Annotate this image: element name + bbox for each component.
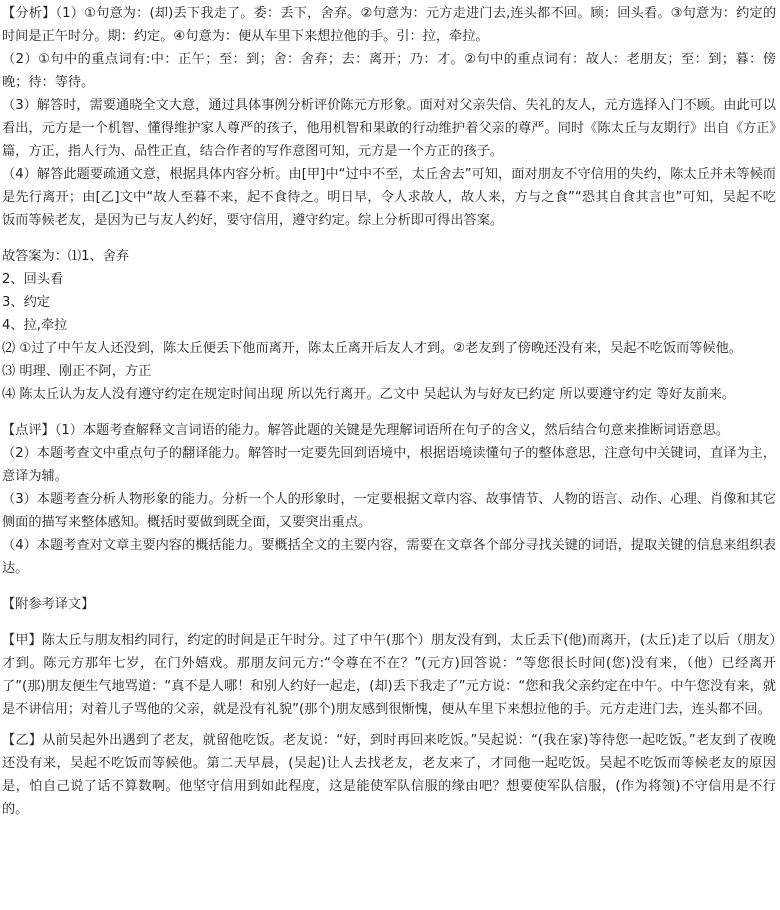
answer-line-6: ⑶ 明理、刚正不阿，方正 [2, 364, 152, 379]
spacer [2, 721, 776, 729]
spacer [2, 406, 776, 419]
spacer [2, 580, 776, 593]
spacer [2, 616, 776, 629]
review-part-1: 【点评】（1）本题考查解释文言词语的能力。解答此题的关键是先理解词语所在句子的含义，然后结合句意来推断词语意思。 [2, 423, 730, 438]
analysis-part-1: 【分析】（1）①句意为：(却)丢下我走了。委：丢下，舍弃。②句意为：元方走进门去,连头都不回。顾：回头看。③句意为：约定的时间是正午时分。期：约定。④句意为：便从车里下来想拉他的手。引：拉，牵拉。 [2, 6, 776, 44]
review-part-3: （3）本题考查分析人物形象的能力。分析一个人的形象时，一定要根据文章内容、故事情节、人物的语言、动作、心理、肖像和其它侧面的描写来整体感知。概括时要做到既全面，又要突出重点。 [2, 492, 776, 530]
translation-jia: 【甲】陈太丘与朋友相约同行，约定的时间是正午时分。过了中午(那个）朋友没有到，太丘丢下(他)而离开，(太丘)走了以后（朋友）才到。陈元方那年七岁，在门外嬉戏。那朋友问元方:“令尊在不在？”(元方)回答说：“等您很长时间(您)没有来，（他）已经离开了”(那)朋友便生气地骂道：“真不是人哪！和别人约好一起走，(却)丢下我走了”元方说：“您和我父亲约定在中午。中午您没有来，就是不讲信用；对着儿子骂他的父亲，就是没有礼貌”(那个)朋友感到很惭愧，便从车里下来想拉他的手。元方走进门去，连头都不回。 [2, 633, 776, 717]
answer-line-4: 4、拉,牵拉 [2, 318, 68, 333]
review-part-4: （4）本题考查对文章主要内容的概括能力。要概括全文的主要内容，需要在文章各个部分寻找关键的词语，提取关键的信息来组织表达。 [2, 538, 776, 576]
analysis-part-2: （2）①句中的重点词有:中：正午；至：到；舍：舍弃；去：离开；乃：才。②句中的重点词有：故人：老朋友；至：到；暮：傍晚；待：等待。 [2, 52, 776, 90]
translation-yi: 【乙】从前吴起外出遇到了老友，就留他吃饭。老友说：“好，到时再回来吃饭。”吴起说：“(我在家)等待您一起吃饭。”老友到了夜晚还没有来，吴起不吃饭而等候他。第二天早晨，(吴起)让人去找老友，老友来了，才同他一起吃饭。吴起不吃饭而等候老友的原因是，怕自己说了话不算数啊。他坚守信用到如此程度，这是能使军队信服的缘由吧？想要使军队信服，(作为将领)不守信用是不行的。 [2, 733, 776, 817]
answer-line-1: 故答案为：⑴1、舍弃 [2, 249, 130, 264]
review-part-2: （2）本题考查文中重点句子的翻译能力。解答时一定要先回到语境中，根据语境读懂句子的整体意思，注意句中关键词，直译为主，意译为辅。 [2, 446, 776, 484]
answer-line-5: ⑵ ①过了中午友人还没到，陈太丘便丢下他而离开，陈太丘离开后友人才到。②老友到了傍晚还没有来，吴起不吃饭而等候他。 [2, 341, 742, 356]
answer-line-7: ⑷ 陈太丘认为友人没有遵守约定在规定时间出现 所以先行离开。乙文中 吴起认为与好友已约定 所以要遵守约定 等好友前来。 [2, 387, 736, 402]
analysis-part-4: （4）解答此题要疏通文意，根据具体内容分析。由[甲]中“过中不至，太丘舍去”可知，面对朋友不守信用的失约，陈太丘并未等候而是先行离开；由[乙]文中“故人至暮不来，起不食待之。明日早，令人求故人，故人来，方与之食”“恐其自食其言也”可知，吴起不吃饭而等候老友，是因为已与友人约好，要守信用，遵守约定。综上分析即可得出答案。 [2, 167, 776, 228]
answer-line-3: 3、约定 [2, 295, 50, 310]
answer-line-2: 2、回头看 [2, 272, 64, 287]
analysis-part-3: （3）解答时，需要通晓全文大意，通过具体事例分析评价陈元方形象。面对对父亲失信、失礼的友人，元方选择入门不顾。由此可以看出，元方是一个机智、懂得维护家人尊严的孩子，他用机智和果敢的行动维护着父亲的尊严。同时《陈太丘与友期行》出自《方正》篇，方正，指人行为、品性正直，结合作者的写作意图可知，元方是一个方正的孩子。 [2, 98, 776, 159]
translation-heading: 【附参考译文】 [2, 597, 95, 612]
spacer [2, 232, 776, 245]
